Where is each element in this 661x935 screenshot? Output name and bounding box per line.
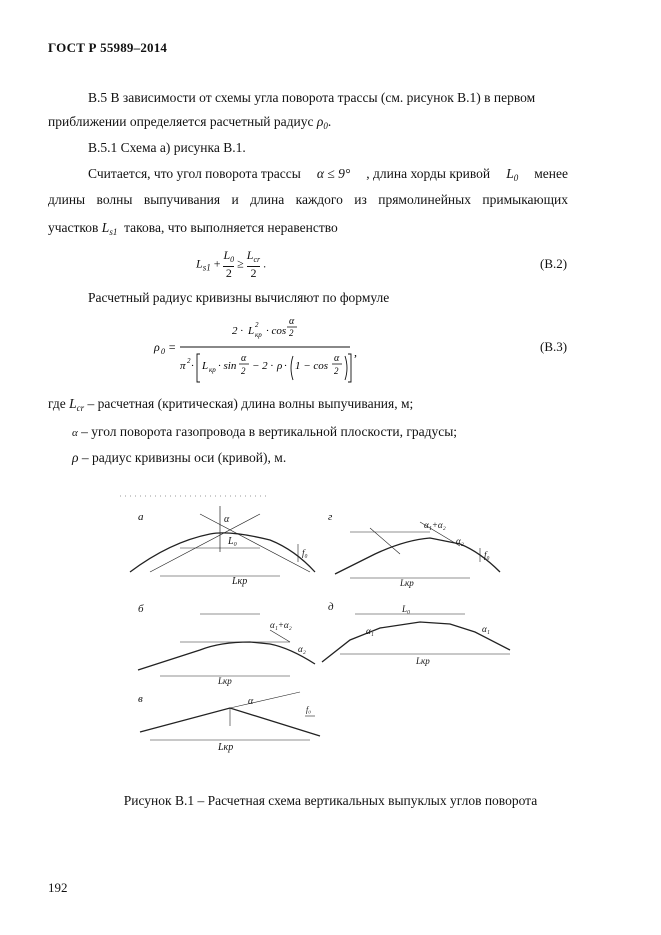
panel-b-label: б [138,603,144,615]
svg-text:α: α [334,353,340,364]
where-line3 [72,450,286,466]
where-rho-text: – радиус кривизны оси (кривой), м. [81,450,287,465]
panel-g [328,511,500,588]
paragraph-b51: В.5.1 Схема а) рисунка В.1. [88,140,246,155]
paragraph-condition-line1 [88,166,568,186]
where-Lcr-sub: cr [76,403,85,413]
panel-g-a2: α₂ [456,536,464,546]
where-alpha-text: – угол поворота газопровода в вертикальной плоскости, градусы; [81,424,458,439]
document-header: ГОСТ Р 55989–2014 [48,40,168,55]
paragraph-b5-line2-text: приближении определяется расчетный радиус [48,114,314,129]
panel-a-Lkr: Lкр [232,576,248,587]
panel-b [138,603,315,686]
svg-text:α: α [289,316,295,327]
panel-d [322,601,510,666]
where-Lcr-text: – расчетная (критическая) длина волны выпучивания, м; [87,396,414,411]
panel-d-Lkr: Lкр [416,656,430,666]
svg-text:2: 2 [241,366,246,376]
panel-v-alpha: α [248,696,254,707]
panel-g-label: г [328,511,333,523]
svg-text:=: = [168,340,177,354]
svg-text:·: · [191,360,194,372]
svg-text:·: · [284,360,287,372]
svg-text:кр: кр [209,366,216,374]
panel-a [130,506,315,587]
condition-text-a: Считается, что угол поворота трассы [88,166,301,181]
condition-L-sub: 0 [513,173,519,183]
panel-g-a1a2: α₁+α₂ [424,520,446,530]
svg-text:2: 2 [255,321,259,329]
paragraph-b5-line2: приближении определяется расчетный радиус $\rho_0$. [48,114,332,131]
svg-text:2: 2 [289,328,294,338]
svg-text:2 ·: 2 · [232,325,243,337]
svg-text:π: π [180,360,186,372]
panel-a-f0: f₀ [302,548,308,558]
panel-v-label: в [138,693,143,705]
condition-line3-a: участков [48,220,99,235]
panel-d-a1-right: α₁ [482,624,490,634]
panel-b-a1a2: α₁+α₂ [270,620,292,630]
figure-b1-diagram [120,492,540,762]
panel-d-L0: L₀ [402,604,411,614]
panel-v-f0: f₀ [306,705,312,714]
paragraph-condition-line3 [48,220,338,240]
svg-text:2: 2 [334,366,339,376]
svg-text:L: L [248,325,255,337]
condition-line3-L-sub: s1 [109,227,118,237]
figure-caption: Рисунок В.1 – Расчетная схема вертикальных выпуклых углов поворота [123,793,538,808]
condition-text-c: менее [534,166,568,181]
panel-b-Lkr: Lкр [218,676,232,686]
condition-L: L [506,166,514,181]
svg-text:· cos: · cos [266,325,287,337]
equation-b2-number: (В.2) [540,256,568,271]
where-word: где [48,396,66,411]
panel-a-alpha: α [224,514,230,525]
svg-text:L: L [202,360,209,372]
condition-line3-b: такова, что выполняется неравенство [124,220,338,235]
panel-g-Lkr: Lкр [400,578,414,588]
where-alpha-symbol: α [72,427,78,439]
panel-d-a1: α₁ [366,626,374,636]
equation-b2: $L_{s1}$ + $\frac{L_0}{2}$ ≥ $\frac{L_{cr}}{2}$ . [196,248,267,280]
condition-line3-L: L [101,220,110,235]
svg-text:0: 0 [161,347,165,356]
svg-text:· sin: · sin [218,360,237,372]
rho-subscript: 0 [323,121,328,131]
panel-d-label: д [328,601,334,613]
panel-a-label: а [138,511,144,523]
panel-v [138,692,320,753]
panel-a-L0: L₀ [228,536,238,547]
condition-math: α ≤ 9° [316,166,351,181]
where-Lcr-symbol: L [69,396,77,411]
panel-g-f0: f₀ [484,550,490,560]
paragraph-condition-line2: длины волны выпучивания и длина каждого из прямолинейных примыкающих [48,192,568,207]
svg-text:α: α [241,353,247,364]
paragraph-b5-line1: В.5 В зависимости от схемы угла поворота трассы (см. рисунок В.1) в первом [88,90,536,105]
svg-text:1 − cos: 1 − cos [295,360,329,372]
panel-b-a2: α₂ [298,644,306,654]
where-rho-symbol: ρ [72,450,79,465]
equation-b3 [150,312,370,384]
panel-v-Lkr: Lкр [218,742,234,753]
where-line2 [72,424,457,441]
svg-text:кр: кр [255,331,262,339]
svg-text:ρ: ρ [154,340,160,354]
condition-text-b: , длина хорды кривой [366,166,491,181]
svg-text:ρ: ρ [277,360,283,372]
svg-text:2: 2 [187,357,191,365]
where-line1 [48,396,413,416]
svg-text:− 2 ·: − 2 · [252,360,274,372]
rho-symbol: ρ [316,114,324,129]
svg-text:,: , [354,345,357,359]
paragraph-formula-intro: Расчетный радиус кривизны вычисляют по формуле [88,290,390,305]
equation-b3-number: (В.3) [540,339,568,354]
page-number: 192 [48,880,68,895]
